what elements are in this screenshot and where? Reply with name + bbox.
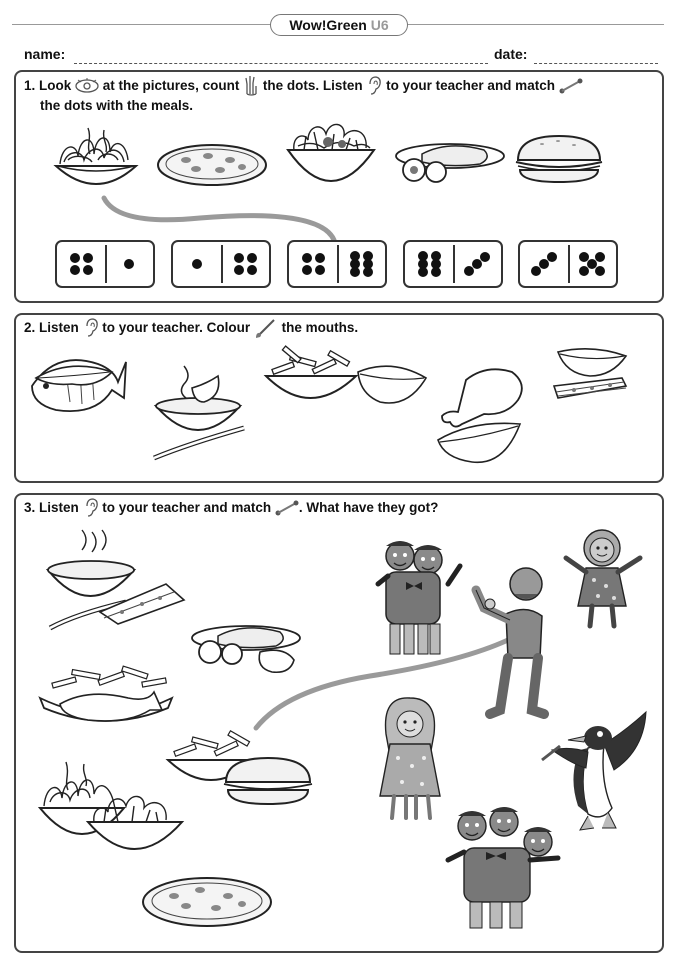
exercise-3-instruction: 3. Listen to your teacher and match . What have they got? (24, 498, 438, 518)
date-label: date: (494, 46, 528, 62)
title-unit: U6 (370, 17, 389, 33)
girl-with-long-hair-character (372, 696, 446, 822)
exercise-1-instruction-line-2: the dots with the meals. (40, 98, 194, 113)
teacher-character (470, 564, 554, 720)
exercise-1-instruction: 1. Look at the pictures, count the dots. Listen to your teacher and match (24, 76, 583, 96)
triplets-character (446, 800, 566, 932)
twin-boys-character (376, 536, 464, 660)
name-label: name: (24, 46, 66, 62)
exercise-2-instruction: 2. Listen to your teacher. Colour the mouths. (24, 318, 358, 338)
title-main: Wow!Green (289, 17, 367, 33)
girl-with-curly-hair-character (560, 528, 648, 632)
